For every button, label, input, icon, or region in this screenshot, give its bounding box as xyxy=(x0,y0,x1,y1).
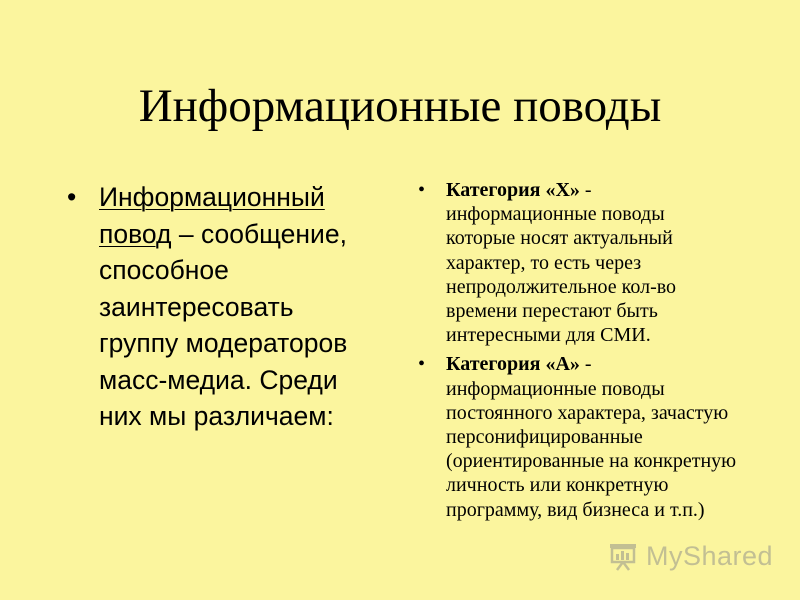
category-item xyxy=(418,178,738,347)
definition-term: Информационный повод xyxy=(99,182,325,249)
category-name: Категория «X» xyxy=(446,179,580,201)
bullet: • xyxy=(418,353,426,376)
category-item xyxy=(418,352,738,521)
category-description: - информационные поводы постоянного характера, зачастую персонифицированные (ориентированные на конкретную личность или конкретную программу, вид бизнеса и т.п.) xyxy=(446,353,737,521)
watermark-text: MyShared xyxy=(646,540,774,571)
definition-body: – сообщение, способное заинтересовать группу модераторов масс-медиа. Среди них мы различаем: xyxy=(99,218,348,431)
categories-list xyxy=(418,178,738,522)
watermark xyxy=(608,536,773,576)
bullet: • xyxy=(418,179,426,201)
slide-title: Информационные поводы xyxy=(138,80,662,132)
presentation-board-icon xyxy=(608,541,638,571)
category-name: Категория «А» xyxy=(446,353,580,376)
definition-text xyxy=(99,179,377,435)
bullet: • xyxy=(67,182,77,212)
definition-block xyxy=(67,179,377,435)
category-description: - информационные поводы которые носят актуальный характер, то есть через непродолжительное кол-во времени перестают быть интересными для СМИ. xyxy=(446,179,677,347)
